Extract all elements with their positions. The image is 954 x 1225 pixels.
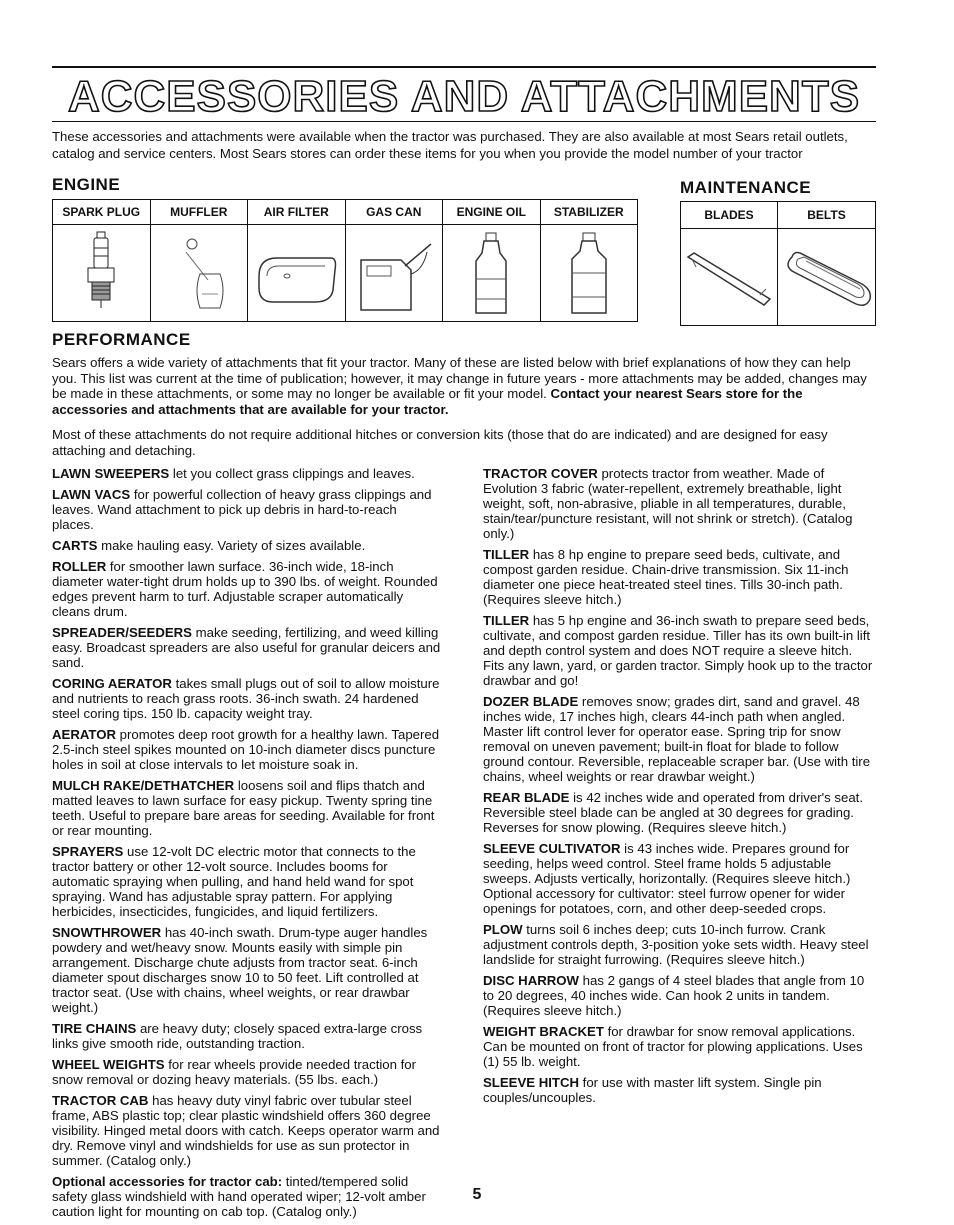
attachment-name: SLEEVE CULTIVATOR xyxy=(483,841,621,856)
attachment-description: are heavy duty; closely spaced extra-large cross links give smooth ride, outstanding traction. xyxy=(52,1021,423,1051)
maintenance-table xyxy=(680,201,876,326)
attachment-name: TIRE CHAINS xyxy=(52,1021,137,1036)
attachment-item xyxy=(483,841,873,916)
performance-intro xyxy=(52,355,878,417)
attachment-item xyxy=(52,538,442,553)
attachments-right-column xyxy=(483,466,873,1111)
attachment-name: CORING AERATOR xyxy=(52,676,172,691)
attachment-name: Optional accessories for tractor cab: xyxy=(52,1174,283,1189)
engine-col-air-filter: AIR FILTER xyxy=(248,200,346,225)
attachment-name: PLOW xyxy=(483,922,523,937)
attachment-description: loosens soil and flips thatch and matted leaves to lawn surface for easy pickup. Twenty spring tine teeth. Useful to prepare bare areas for seeding. Available for front or rear mounting. xyxy=(52,778,435,838)
attachment-name: MULCH RAKE/DETHATCHER xyxy=(52,778,235,793)
attachment-item xyxy=(52,487,442,532)
attachment-description: has 5 hp engine and 36-inch swath to prepare seed beds, cultivate, and compost garden residue. Tiller has its own built-in lift and depth control system and does NOT require a sleeve hitch. Fits any lawn, yard, or garden tractor. Simply hook up to the tractor drawbar and go! xyxy=(483,613,873,688)
gas-can-cell xyxy=(345,225,443,322)
attachment-name: TRACTOR CAB xyxy=(52,1093,149,1108)
gas-can-icon xyxy=(351,230,437,316)
maintenance-col-blades: BLADES xyxy=(681,202,778,229)
spark-plug-icon xyxy=(81,230,121,316)
maintenance-col-belts: BELTS xyxy=(778,202,876,229)
page-number: 5 xyxy=(472,1186,482,1203)
attachment-description: use 12-volt DC electric motor that connects to the tractor battery or other 12-volt source. Includes booms for automatic spraying when pulling, and hand held wand for spot spraying. Wand has adjustable spray pattern. For applying herbicides, insecticides, fungicides, and liquid fertilizers. xyxy=(52,844,416,919)
attachment-name: DOZER BLADE xyxy=(483,694,579,709)
attachment-item xyxy=(52,466,442,481)
attachment-description: for use with master lift system. Single pin couples/uncouples. xyxy=(483,1075,822,1105)
attachment-name: SPRAYERS xyxy=(52,844,124,859)
attachment-description: has 8 hp engine to prepare seed beds, cultivate, and compost garden residue. Chain-drive transmission. Six 11-inch diameter one piece heat-treated steel tines. Tills 30-inch path. (Requires sleeve hitch.) xyxy=(483,547,849,607)
air-filter-cell xyxy=(248,225,346,322)
stabilizer-icon xyxy=(564,229,614,317)
attachment-name: TILLER xyxy=(483,547,530,562)
attachment-item xyxy=(52,1093,442,1168)
performance-intro-text: Sears offers a wide variety of attachments that fit your tractor. Many of these are listed below with brief explanations of how they can help you. This list was current at the time of publication; however, it may change in future years - more attachments may be added, changes may be made in these attachments, or some may no longer be available or fit your model. xyxy=(52,355,867,401)
attachment-description: has 40-inch swath. Drum-type auger handles powdery and wet/heavy snow. Mounts easily with simple pin arrangement. Discharge chute adjusts from tractor seat. 6-inch diameter spout discharges snow 10 to 50 feet. Lift controlled at tractor seat. (Use with chains, wheel weights, or rear drawbar weight.) xyxy=(52,925,428,1015)
title-underline xyxy=(52,121,876,122)
attachment-item xyxy=(52,925,442,1015)
engine-col-muffler: MUFFLER xyxy=(150,200,248,225)
attachment-name: LAWN SWEEPERS xyxy=(52,466,170,481)
engine-col-spark-plug: SPARK PLUG xyxy=(53,200,151,225)
engine-col-gas-can: GAS CAN xyxy=(345,200,443,225)
attachment-item xyxy=(483,613,873,688)
engine-oil-cell xyxy=(443,225,541,322)
attachment-name: WEIGHT BRACKET xyxy=(483,1024,604,1039)
attachment-item xyxy=(52,727,442,772)
engine-col-engine-oil: ENGINE OIL xyxy=(443,200,541,225)
attachment-description: has 2 gangs of 4 steel blades that angle from 10 to 20 degrees, 40 inches wide. Can hook 2 units in tandem. (Requires sleeve hitch.) xyxy=(483,973,865,1018)
attachment-item xyxy=(52,778,442,838)
attachment-name: WHEEL WEIGHTS xyxy=(52,1057,165,1072)
attachment-description: is 42 inches wide and operated from driver's seat. Reversible steel blade can be angled at 30 degrees for grading. Reverses for snow plowing. (Requires sleeve hitch.) xyxy=(483,790,863,835)
attachment-description: is 43 inches wide. Prepares ground for seeding, helps weed control. Steel frame holds 5 adjustable sweeps. Adjusts vertically, horizontally. (Requires sleeve hitch.) Optional accessory for cultivator: steel furrow opener for wider openings for potatoes, corn, and other deep-seeded crops. xyxy=(483,841,851,916)
attachment-name: ROLLER xyxy=(52,559,107,574)
attachment-description: for drawbar for snow removal applications. Can be mounted on front of tractor for plowing applications. Uses (1) 55 lb. weight. xyxy=(483,1024,863,1069)
attachment-description: turns soil 6 inches deep; cuts 10-inch furrow. Crank adjustment controls depth, 3-position yoke sets width. Heavy steel landslide for straight furrowing. (Requires sleeve hitch.) xyxy=(483,922,869,967)
attachment-name: CARTS xyxy=(52,538,98,553)
attachment-name: TILLER xyxy=(483,613,530,628)
attachment-description: make seeding, fertilizing, and weed killing easy. Broadcast spreaders are also useful for granular deicers and sand. xyxy=(52,625,441,670)
attachments-left-column xyxy=(52,466,442,1225)
performance-heading: PERFORMANCE xyxy=(52,330,191,349)
attachment-description: for rear wheels provide needed traction for snow removal or dozing heavy materials. (55 lbs. each.) xyxy=(52,1057,417,1087)
intro-text: These accessories and attachments were available when the tractor was purchased. They are also available at most Sears retail outlets, catalog and service centers. Most Sears stores can order these items for you when you provide the model number of your tractor xyxy=(52,129,848,161)
attachment-description: tinted/tempered solid safety glass windshield with hand operated wiper; 12-volt amber caution light for mounting on cab top. (Catalog only.) xyxy=(52,1174,426,1219)
spark-plug-cell xyxy=(53,225,151,322)
muffler-cell xyxy=(150,225,248,322)
muffler-icon xyxy=(164,230,234,316)
attachment-description: let you collect grass clippings and leaves. xyxy=(172,466,415,481)
attachment-item xyxy=(483,790,873,835)
attachment-item xyxy=(52,676,442,721)
belt-icon xyxy=(780,237,874,317)
blade-cell xyxy=(681,229,778,326)
top-rule xyxy=(52,66,876,68)
air-filter-icon xyxy=(253,230,339,316)
attachment-item xyxy=(52,1057,442,1087)
attachment-description: promotes deep root growth for a healthy lawn. Tapered 2.5-inch steel spikes mounted on 10-inch diameter discs puncture holes in soil at close intervals to let moisture soak in. xyxy=(52,727,440,772)
attachment-name: SNOWTHROWER xyxy=(52,925,162,940)
attachment-item xyxy=(52,559,442,619)
attachment-item xyxy=(483,1024,873,1069)
stabilizer-cell xyxy=(540,225,638,322)
attachment-description: protects tractor from weather. Made of Evolution 3 fabric (water-repellent, extremely breathable, light weight, soft, non-abrasive, pliable in all temperatures, durable, stain/tear/puncture resistant, will not shrink or stretch). (Catalog only.) xyxy=(483,466,853,541)
attachment-item xyxy=(483,547,873,607)
engine-heading: ENGINE xyxy=(52,175,121,194)
attachment-name: AERATOR xyxy=(52,727,116,742)
attachment-name: DISC HARROW xyxy=(483,973,579,988)
attachment-item xyxy=(52,1021,442,1051)
performance-intro-bold: Contact your nearest Sears store for the accessories and attachments that are available for your tractor. xyxy=(52,386,803,417)
attachment-item xyxy=(52,844,442,919)
attachment-item xyxy=(483,694,873,784)
attachment-description: takes small plugs out of soil to allow moisture and nutrients to reach grass roots. 36-inch swath. 24 hardened steel coring tips. 150 lb. capacity weight tray. xyxy=(52,676,440,721)
attachment-name: SPREADER/SEEDERS xyxy=(52,625,192,640)
attachment-name: LAWN VACS xyxy=(52,487,131,502)
maintenance-heading: MAINTENANCE xyxy=(680,178,812,197)
engine-col-stabilizer: STABILIZER xyxy=(540,200,638,225)
attachment-item xyxy=(483,466,873,541)
attachment-description: has heavy duty vinyl fabric over tubular steel frame, ABS plastic top; clear plastic windshield offers 360 degree visibility. Hinged metal doors with catch. Keeps operator warm and dry. Remove vinyl and windshields for use as sun protector in summer. (Catalog only.) xyxy=(52,1093,440,1168)
attachment-name: SLEEVE HITCH xyxy=(483,1075,579,1090)
attachment-item xyxy=(483,1075,873,1105)
attachment-description: for smoother lawn surface. 36-inch wide, 18-inch diameter water-tight drum holds up to 390 lbs. of weight. Rounded edges prevent harm to turf. Adjustable scraper automatically cleans drum. xyxy=(52,559,438,619)
blade-icon xyxy=(684,237,774,317)
page-title: ACCESSORIES AND ATTACHMENTS xyxy=(67,72,861,121)
performance-hitch-note: Most of these attachments do not require additional hitches or conversion kits (those that do are indicated) and are designed for easy attaching and detaching. xyxy=(52,427,828,458)
engine-oil-icon xyxy=(466,229,516,317)
attachment-name: REAR BLADE xyxy=(483,790,570,805)
attachment-item xyxy=(52,625,442,670)
attachment-item xyxy=(483,922,873,967)
belt-cell xyxy=(778,229,876,326)
attachment-description: for powerful collection of heavy grass clippings and leaves. Wand attachment to pick up debris in hard-to-reach places. xyxy=(52,487,432,532)
attachment-description: make hauling easy. Variety of sizes available. xyxy=(101,538,366,553)
attachment-description: removes snow; grades dirt, sand and gravel. 48 inches wide, 17 inches high, clears 44-inch path when angled. Master lift control lever for operator ease. Spring trip for snow removal on uneven pavement; built-in float for blade to follow ground contour. Reversible, replaceable scraper bar. (Use with tire chains, wheel weights or rear drawbar weight.) xyxy=(483,694,871,784)
attachment-item xyxy=(483,973,873,1018)
engine-table xyxy=(52,199,638,322)
attachment-name: TRACTOR COVER xyxy=(483,466,598,481)
